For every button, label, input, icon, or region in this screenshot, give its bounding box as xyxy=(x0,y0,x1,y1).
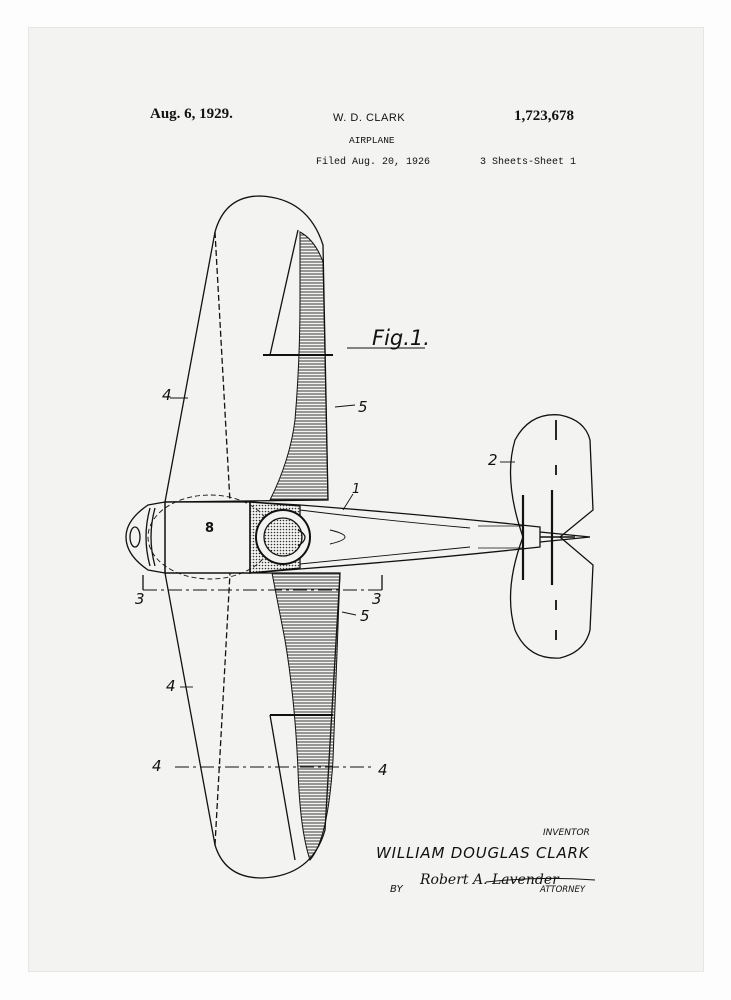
ref-label: 4 xyxy=(166,677,176,695)
filed-date: Filed Aug. 20, 1926 xyxy=(316,157,431,168)
patent-date: Aug. 6, 1929. xyxy=(150,106,233,122)
ref-label: 8 xyxy=(205,521,215,536)
ref-label: 4 xyxy=(378,761,388,779)
attorney-label: ATTORNEY xyxy=(540,885,586,895)
inventor-short-name: W. D. CLARK xyxy=(333,112,406,124)
ref-label: 5 xyxy=(360,607,370,625)
patent-number: 1,723,678 xyxy=(514,108,574,124)
sheet-count: 3 Sheets-Sheet 1 xyxy=(480,157,577,168)
by-label: BY xyxy=(390,884,403,895)
inventor-label: INVENTOR xyxy=(543,828,590,838)
attorney-signature: Robert A. Lavender xyxy=(420,872,559,888)
lower-wing-hatch xyxy=(272,573,340,860)
figure-label: Fig.1. xyxy=(372,326,430,350)
ref-label: 4 xyxy=(152,757,162,775)
patent-title: AIRPLANE xyxy=(349,135,395,146)
ref-label: 3 xyxy=(135,590,145,608)
ref-label: 5 xyxy=(358,398,368,416)
engine-section xyxy=(165,502,250,573)
ref-label: 4 xyxy=(162,386,172,404)
upper-wing-hatch xyxy=(270,232,328,500)
ref-label: 2 xyxy=(488,451,498,469)
inventor-full-name: WILLIAM DOUGLAS CLARK xyxy=(376,844,590,862)
ref-label: 1 xyxy=(352,482,361,497)
ref-label: 3 xyxy=(372,590,382,608)
